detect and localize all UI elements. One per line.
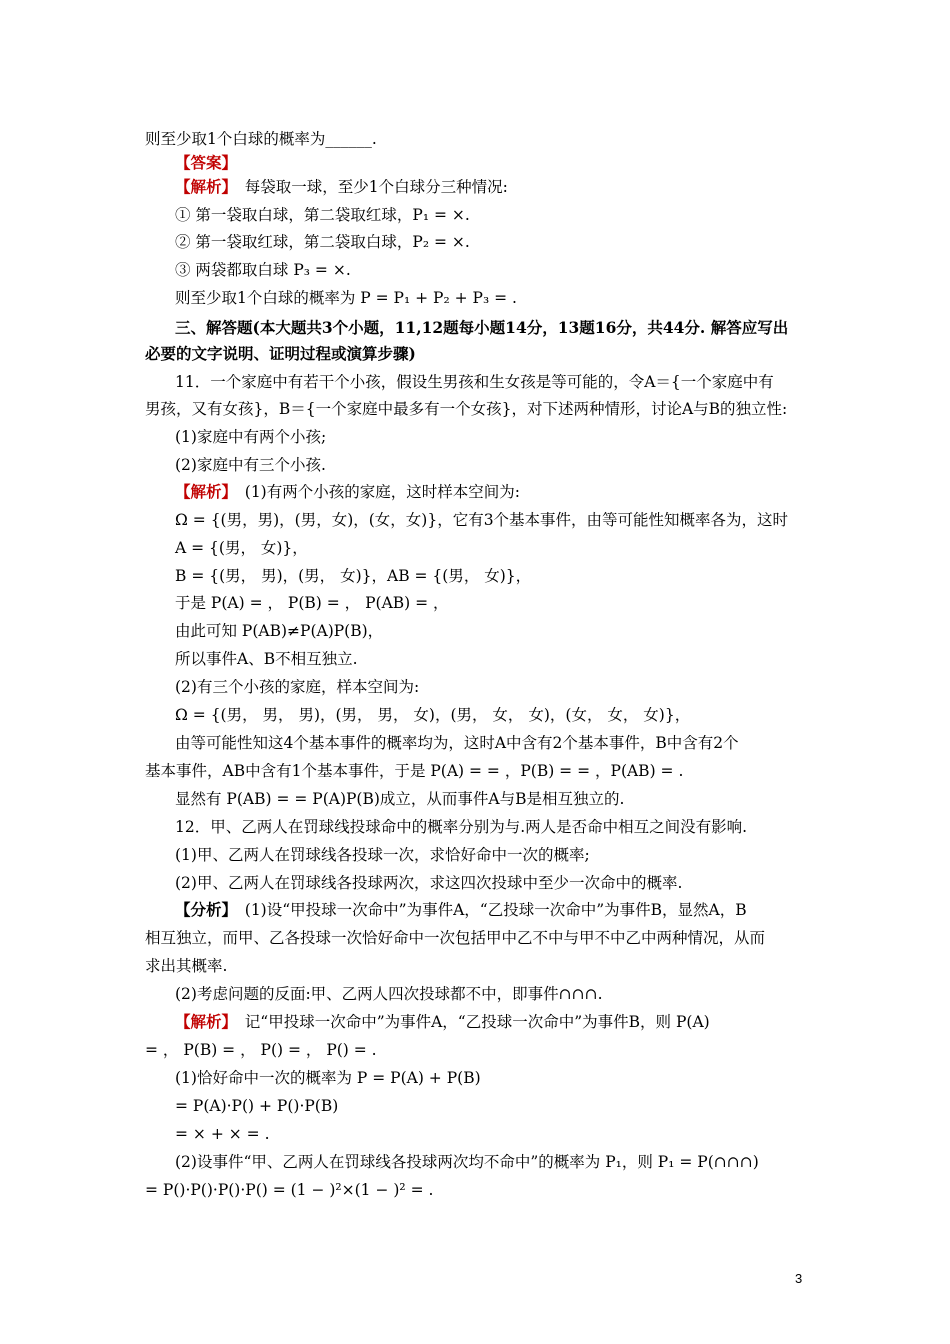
analysis-tag: 【解析】 [175, 482, 230, 501]
text-line: 于是 P(A) = ， P(B) = ， P(AB) = ， [175, 594, 449, 612]
text-line: 11．一个家庭中有若干个小孩，假设生男孩和生女孩是等可能的，令A＝{一个家庭中有 [175, 373, 774, 391]
analysis-tag: 【解析】 [175, 177, 230, 196]
text-line: 男孩，又有女孩}，B＝{一个家庭中最多有一个女孩}，对下述两种情形，讨论A与B的独立性: [145, 400, 788, 418]
hint-tag: 【分析】 [175, 900, 230, 919]
text-line: 则至少取1个白球的概率为 P = P₁ + P₂ + P₃ = . [175, 289, 517, 307]
text-line: 则至少取1个白球的概率为______. [145, 130, 377, 148]
text-line: = × + × = . [175, 1125, 270, 1143]
answer-tag: 【答案】 [175, 153, 238, 172]
text-line: (2)家庭中有三个小孩. [175, 456, 326, 474]
text-line: 基本事件，AB中含有1个基本事件，于是 P(A) = = ，P(B) = = ，P(AB) = . [145, 762, 684, 780]
text-line: = P()·P()·P()·P() = (1 − )²×(1 − )² = . [145, 1181, 434, 1199]
text-line: ① 第一袋取白球，第二袋取红球，P₁ = ×. [175, 206, 470, 224]
text-line: ② 第一袋取红球，第二袋取白球，P₂ = ×. [175, 233, 470, 251]
text-line: = P(A)·P() + P()·P(B) [175, 1097, 339, 1115]
text-line [175, 153, 237, 173]
text-line: 相互独立，而甲、乙各投球一次恰好命中一次包括甲中乙不中与甲不中乙中两种情况，从而 [145, 929, 766, 947]
analysis-tag: 【解析】 [175, 1012, 230, 1031]
text-line: 求出其概率. [145, 957, 228, 975]
page-number: 3 [795, 1271, 803, 1286]
text-line: 显然有 P(AB) = = P(A)P(B)成立，从而事件A与B是相互独立的. [175, 790, 625, 808]
text-line: 【解析】 每袋取一球，至少1个白球分三种情况: [175, 177, 508, 196]
text-line: (1)恰好命中一次的概率为 P = P(A) + P(B) [175, 1069, 481, 1087]
text-line: = ， P(B) = ， P() = ， P() = . [145, 1041, 377, 1059]
section-heading: 三、解答题(本大题共3个小题，11,12题每小题14分，13题16分，共44分. 解答应写出 [175, 318, 789, 337]
text-line: (1)家庭中有两个小孩; [175, 428, 327, 446]
text-line: (2)设事件“甲、乙两人在罚球线各投球两次均不命中”的概率为 P₁，则 P₁ = P(∩∩∩) [175, 1153, 759, 1171]
text-line: (2)甲、乙两人在罚球线各投球两次，求这四次投球中至少一次命中的概率. [175, 874, 683, 892]
text-line: 【分析】 (1)设“甲投球一次命中”为事件A，“乙投球一次命中”为事件B，显然A，B [175, 900, 747, 919]
text-line: ③ 两袋都取白球 P₃ = ×. [175, 261, 351, 279]
text-line: (2)考虑问题的反面:甲、乙两人四次投球都不中，即事件∩∩∩. [175, 985, 603, 1003]
text-line: (2)有三个小孩的家庭，样本空间为: [175, 678, 420, 696]
text-line: 【解析】 (1)有两个小孩的家庭，这时样本空间为: [175, 482, 520, 501]
text-line: 由等可能性知这4个基本事件的概率均为，这时A中含有2个基本事件，B中含有2个 [175, 734, 739, 752]
text-line: B = {(男， 男)，(男， 女)}，AB = {(男， 女)}， [175, 567, 532, 585]
text-line: Ω = {(男， 男， 男)，(男， 男， 女)，(男， 女， 女)，(女， 女， 女)}， [175, 706, 691, 724]
text-line: (1)甲、乙两人在罚球线各投球一次，求恰好命中一次的概率; [175, 846, 590, 864]
text-line: Ω = {(男，男)，(男，女)，(女，女)}，它有3个基本事件，由等可能性知概率各为，这时 [175, 511, 789, 529]
text-line: 12．甲、乙两人在罚球线投球命中的概率分别为与.两人是否命中相互之间没有影响. [175, 818, 748, 836]
text-line: A = {(男， 女)}， [175, 539, 308, 557]
text-line: 所以事件A、B不相互独立. [175, 650, 358, 668]
text-line: 由此可知 P(AB)≠P(A)P(B)， [175, 622, 384, 640]
text-line: 【解析】 记“甲投球一次命中”为事件A，“乙投球一次命中”为事件B，则 P(A) [175, 1012, 710, 1031]
section-heading: 必要的文字说明、证明过程或演算步骤) [145, 344, 416, 363]
